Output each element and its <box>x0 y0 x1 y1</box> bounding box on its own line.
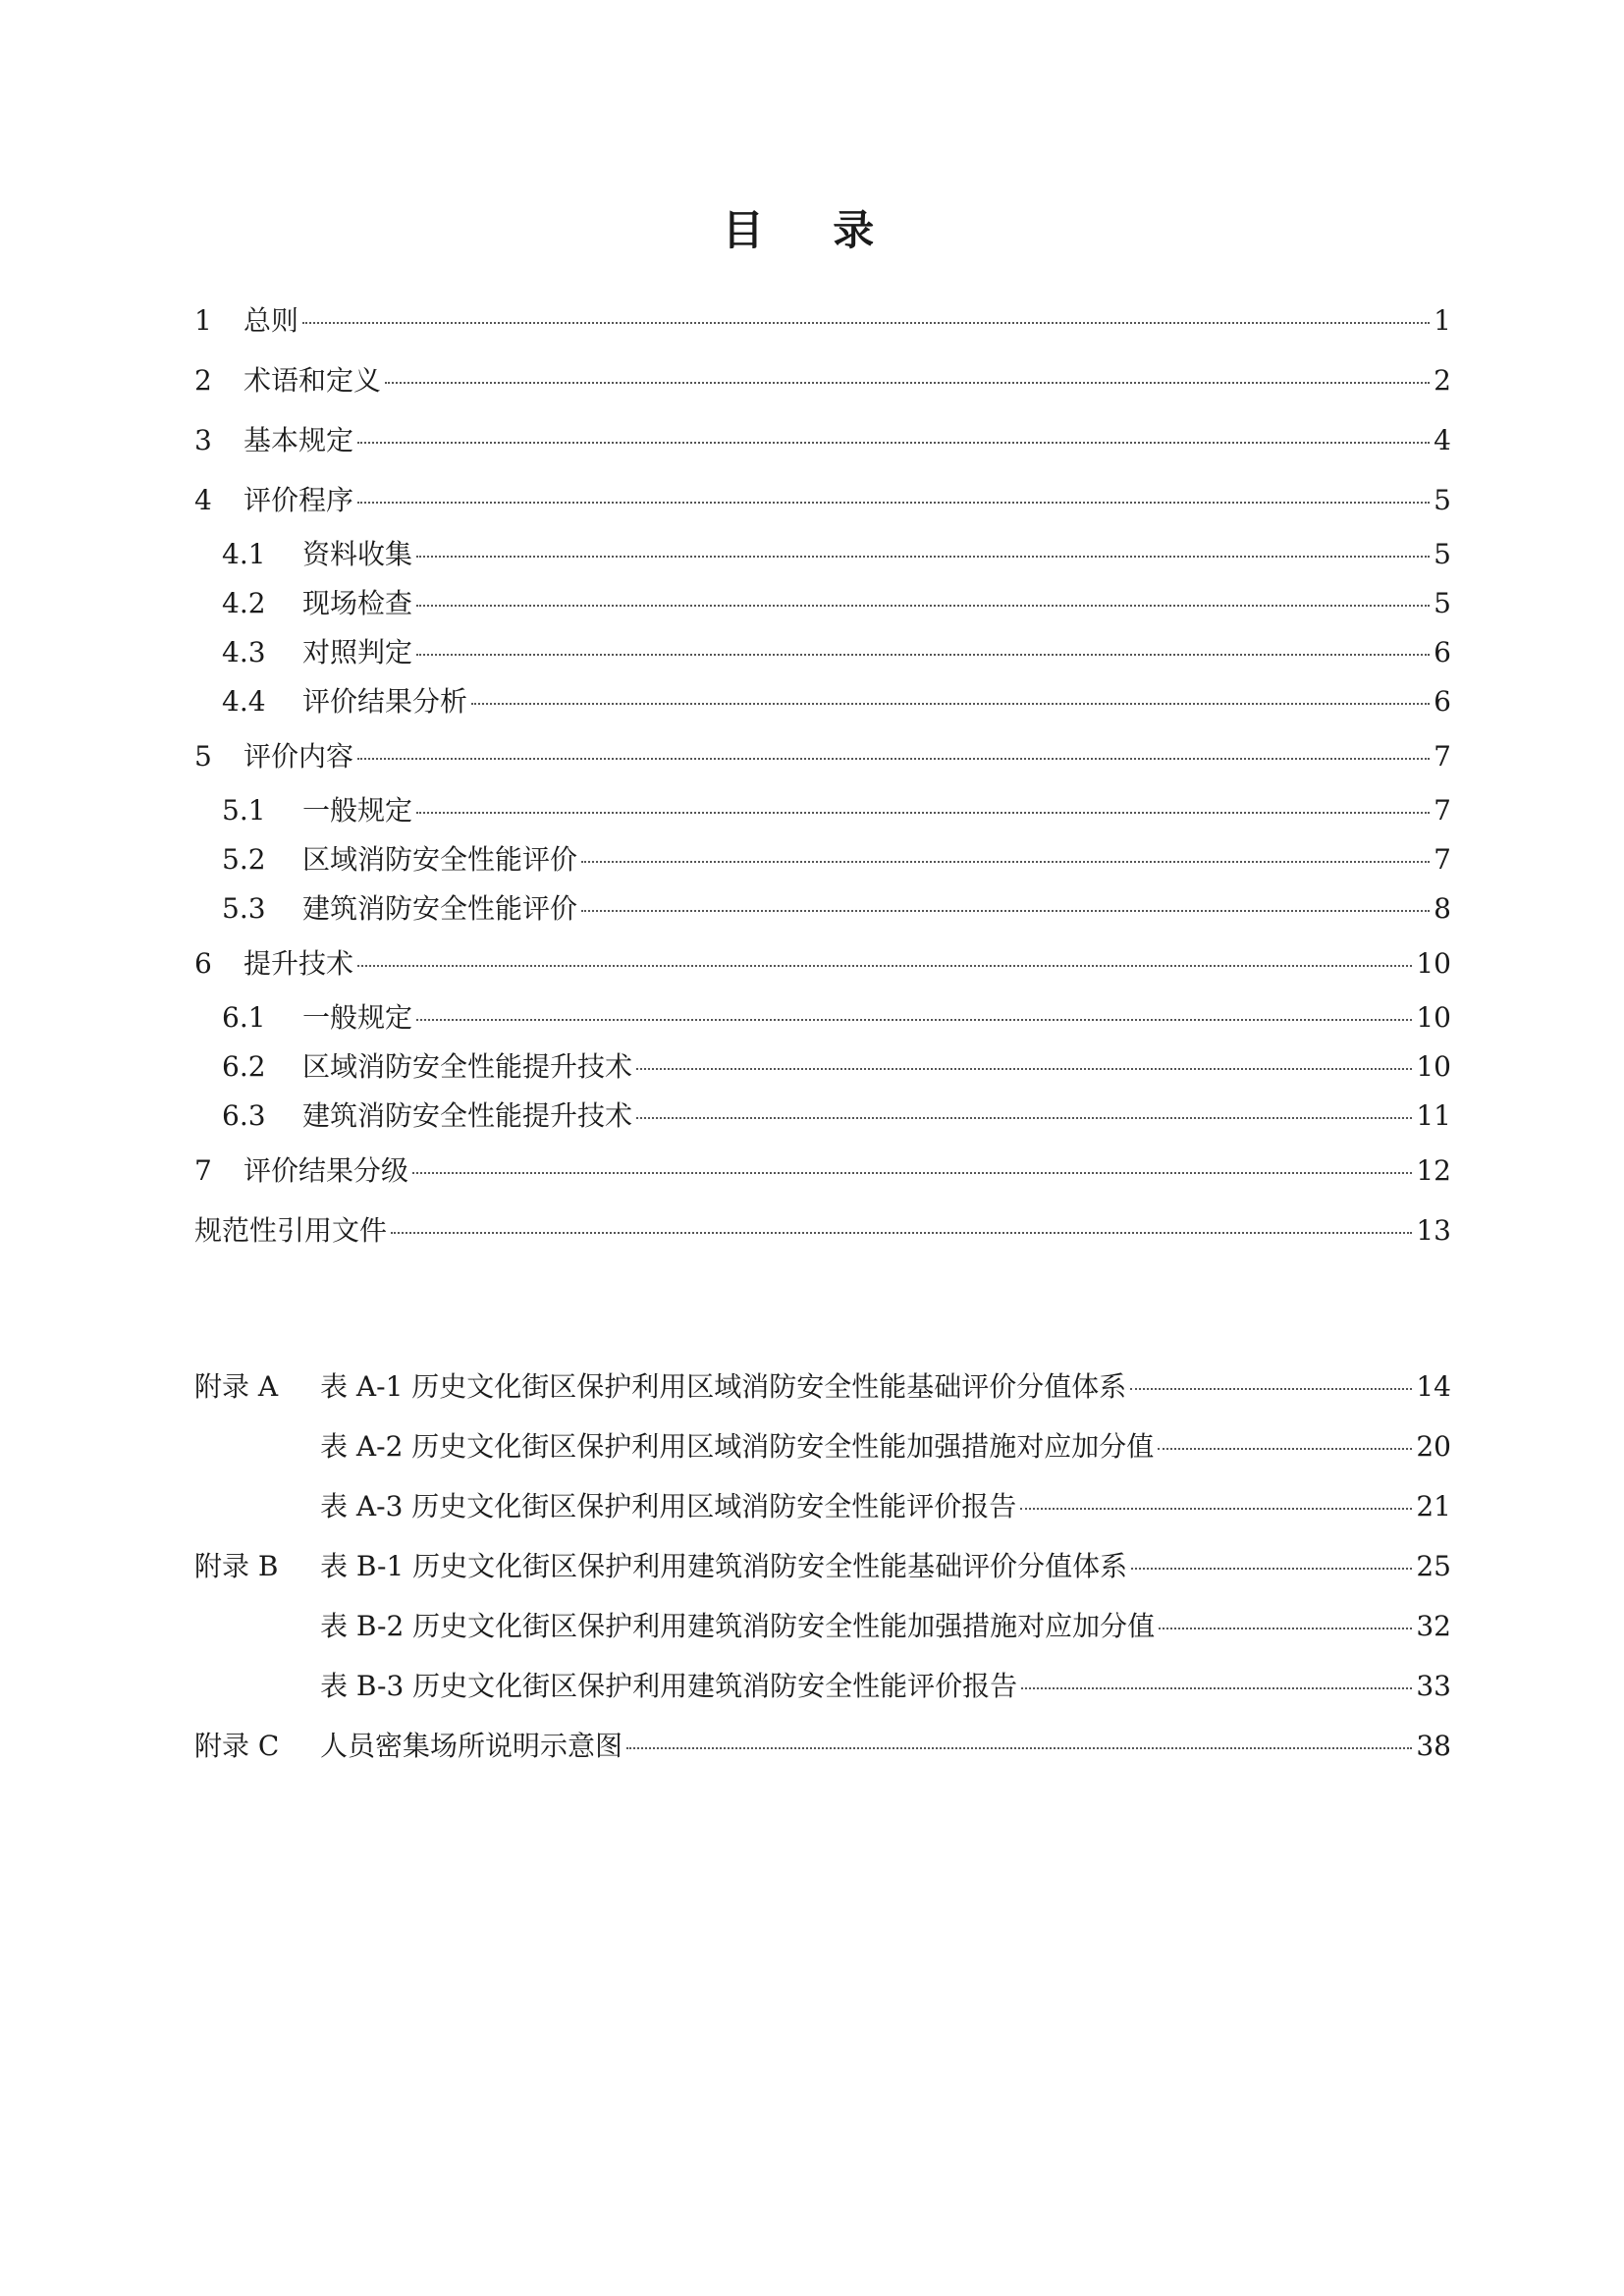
toc-entry-label: 建筑消防安全性能提升技术 <box>302 1099 633 1132</box>
toc-entry-number: 4.2 <box>222 587 266 619</box>
dot-leader <box>416 1019 1412 1021</box>
toc-entry-page: 11 <box>1416 1099 1451 1132</box>
toc-entry-label: 资料收集 <box>302 538 413 570</box>
toc-entry[interactable] <box>194 1201 1451 1260</box>
dot-leader <box>416 654 1430 656</box>
toc-entry-page: 7 <box>1434 843 1451 876</box>
toc-entry[interactable] <box>194 579 1451 628</box>
toc-entry[interactable] <box>194 677 1451 726</box>
appendix-entry-label: 表 B-2 历史文化街区保护利用建筑消防安全性能加强措施对应加分值 <box>320 1610 1156 1642</box>
toc-entry-label: 区域消防安全性能评价 <box>302 843 578 876</box>
appendix-prefix: 附录 C <box>194 1730 280 1762</box>
dot-leader <box>636 1068 1412 1070</box>
appendix-prefix: 附录 B <box>194 1550 279 1582</box>
toc-entry-number: 6 <box>194 947 212 980</box>
toc-entry-label: 区域消防安全性能提升技术 <box>302 1050 633 1083</box>
toc-entry-label: 总则 <box>244 304 299 337</box>
dot-leader <box>1131 1568 1412 1570</box>
dot-leader <box>416 556 1430 558</box>
toc-entry[interactable] <box>194 628 1451 677</box>
toc-entry[interactable] <box>194 530 1451 579</box>
toc-entry-page: 5 <box>1434 484 1451 516</box>
toc-entry-number: 5 <box>194 740 212 773</box>
toc-entry-number: 5.1 <box>222 794 266 827</box>
toc-entry-page: 10 <box>1416 1001 1451 1034</box>
appendix-entry[interactable] <box>194 1476 1451 1536</box>
appendix-entry-label: 表 B-1 历史文化街区保护利用建筑消防安全性能基础评价分值体系 <box>320 1550 1128 1582</box>
toc-entry-number: 6.3 <box>222 1099 266 1132</box>
toc-entry-label: 评价程序 <box>244 484 354 516</box>
dot-leader <box>471 703 1430 705</box>
toc-entry-page: 1 <box>1434 304 1451 337</box>
toc-entry[interactable] <box>194 786 1451 835</box>
appendix-entry-page: 25 <box>1416 1550 1451 1582</box>
toc-entry[interactable] <box>194 470 1451 530</box>
appendix-entry[interactable] <box>194 1536 1451 1596</box>
toc-entry-number: 5.2 <box>222 843 266 876</box>
toc-entry-page: 7 <box>1434 740 1451 773</box>
toc-entry-page: 5 <box>1434 587 1451 619</box>
toc-entry[interactable] <box>194 1042 1451 1092</box>
dot-leader <box>581 910 1430 912</box>
toc-entry-number: 6.1 <box>222 1001 266 1034</box>
appendix-entry-page: 38 <box>1416 1730 1451 1762</box>
toc-entry-page: 8 <box>1434 892 1451 925</box>
toc-entry-number: 5.3 <box>222 892 266 925</box>
toc-entry-number: 4 <box>194 484 212 516</box>
toc-entry-number: 1 <box>194 304 212 337</box>
appendix-entry-label: 表 A-2 历史文化街区保护利用区域消防安全性能加强措施对应加分值 <box>320 1430 1155 1463</box>
toc-entry-label: 现场检查 <box>302 587 413 619</box>
toc-entry-label: 一般规定 <box>302 1001 413 1034</box>
dot-leader <box>1159 1628 1412 1629</box>
toc-entry-page: 10 <box>1416 1050 1451 1083</box>
toc-entry-label: 术语和定义 <box>244 364 382 397</box>
appendix-entry[interactable] <box>194 1716 1451 1776</box>
toc-entry-label: 基本规定 <box>244 424 354 456</box>
toc-entry-label: 评价结果分析 <box>302 685 468 718</box>
toc-entry-number: 2 <box>194 364 212 397</box>
appendix-entry-page: 33 <box>1416 1670 1451 1702</box>
toc-entry-label: 规范性引用文件 <box>194 1214 388 1247</box>
appendix-entry-page: 14 <box>1416 1370 1451 1403</box>
table-of-contents <box>194 291 1451 1260</box>
toc-entry[interactable] <box>194 934 1451 993</box>
appendix-entry-page: 21 <box>1416 1490 1451 1522</box>
dot-leader <box>357 965 1412 967</box>
dot-leader <box>412 1172 1412 1174</box>
toc-entry[interactable] <box>194 291 1451 350</box>
toc-entry[interactable] <box>194 1141 1451 1201</box>
toc-entry-label: 一般规定 <box>302 794 413 827</box>
toc-entry-number: 4.3 <box>222 636 266 668</box>
dot-leader <box>302 322 1430 324</box>
toc-entry-label: 对照判定 <box>302 636 413 668</box>
dot-leader <box>626 1747 1412 1749</box>
dot-leader <box>385 382 1430 384</box>
appendix-entry[interactable] <box>194 1416 1451 1476</box>
dot-leader <box>357 442 1430 444</box>
toc-entry-page: 5 <box>1434 538 1451 570</box>
toc-entry-page: 2 <box>1434 364 1451 397</box>
dot-leader <box>357 502 1430 504</box>
toc-entry[interactable] <box>194 726 1451 786</box>
page-title: 目 录 <box>722 206 902 254</box>
dot-leader <box>391 1232 1412 1234</box>
appendix-entry-label: 人员密集场所说明示意图 <box>320 1730 623 1762</box>
dot-leader <box>636 1117 1412 1119</box>
dot-leader <box>1021 1687 1412 1689</box>
toc-entry[interactable] <box>194 884 1451 934</box>
appendix-entry[interactable] <box>194 1596 1451 1656</box>
dot-leader <box>357 758 1430 760</box>
appendix-entry-label: 表 A-3 历史文化街区保护利用区域消防安全性能评价报告 <box>320 1490 1017 1522</box>
toc-entry-page: 7 <box>1434 794 1451 827</box>
appendix-entry[interactable] <box>194 1357 1451 1416</box>
toc-entry-number: 4.1 <box>222 538 266 570</box>
toc-entry-page: 13 <box>1416 1214 1451 1247</box>
toc-entry-page: 12 <box>1416 1154 1451 1187</box>
toc-entry[interactable] <box>194 410 1451 470</box>
dot-leader <box>1020 1508 1412 1510</box>
appendix-entry-label: 表 A-1 历史文化街区保护利用区域消防安全性能基础评价分值体系 <box>320 1370 1127 1403</box>
toc-entry-label: 评价结果分级 <box>244 1154 409 1187</box>
toc-entry[interactable] <box>194 350 1451 410</box>
toc-entry-page: 6 <box>1434 636 1451 668</box>
toc-entry-number: 4.4 <box>222 685 266 718</box>
appendix-entry[interactable] <box>194 1656 1451 1716</box>
appendix-entry-page: 20 <box>1416 1430 1451 1463</box>
toc-entry[interactable] <box>194 1092 1451 1141</box>
toc-entry-label: 提升技术 <box>244 947 354 980</box>
appendix-prefix: 附录 A <box>194 1370 279 1403</box>
appendix-entry-page: 32 <box>1416 1610 1451 1642</box>
toc-entry-page: 10 <box>1416 947 1451 980</box>
toc-entry-label: 评价内容 <box>244 740 354 773</box>
appendix-list <box>194 1357 1451 1776</box>
toc-entry[interactable] <box>194 835 1451 884</box>
dot-leader <box>1130 1388 1412 1390</box>
toc-entry-page: 4 <box>1434 424 1451 456</box>
dot-leader <box>1158 1448 1412 1450</box>
toc-entry[interactable] <box>194 993 1451 1042</box>
dot-leader <box>581 861 1430 863</box>
toc-entry-label: 建筑消防安全性能评价 <box>302 892 578 925</box>
toc-entry-number: 6.2 <box>222 1050 266 1083</box>
dot-leader <box>416 605 1430 607</box>
toc-entry-number: 7 <box>194 1154 212 1187</box>
dot-leader <box>416 812 1430 814</box>
toc-entry-number: 3 <box>194 424 212 456</box>
toc-entry-page: 6 <box>1434 685 1451 718</box>
appendix-entry-label: 表 B-3 历史文化街区保护利用建筑消防安全性能评价报告 <box>320 1670 1018 1702</box>
